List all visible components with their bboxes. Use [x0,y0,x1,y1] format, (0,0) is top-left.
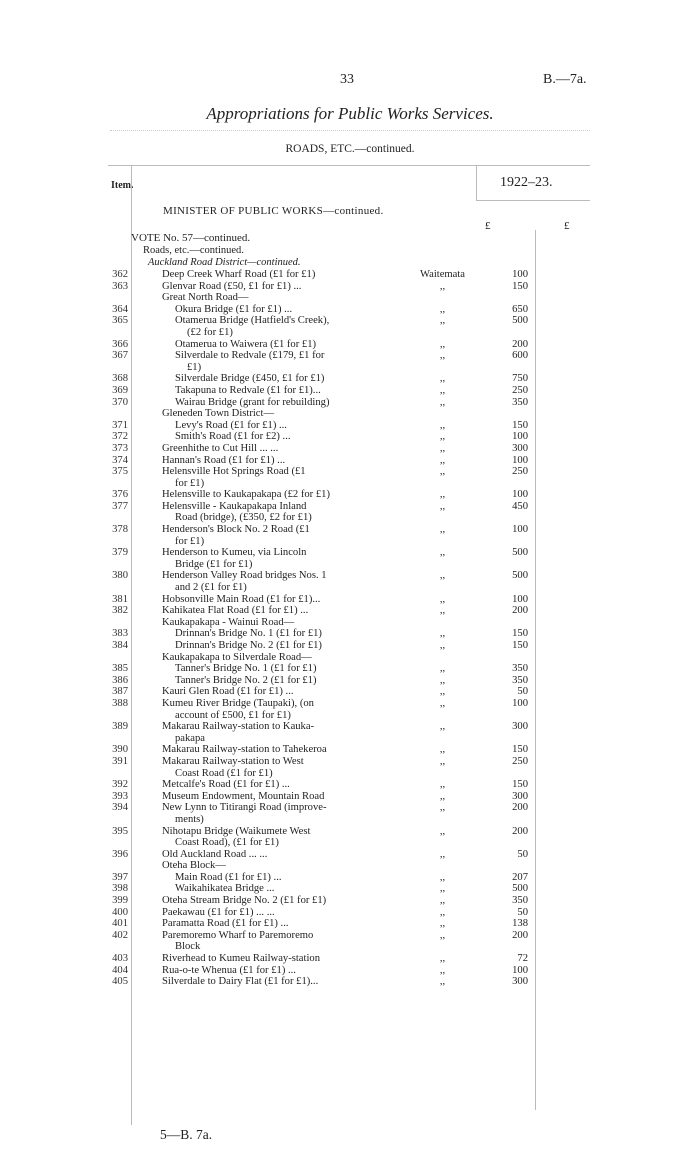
item-description: Smith's Road (£1 for £2) ... [175,431,291,443]
item-number: 369 [112,384,128,396]
item-description: Paremoremo Wharf to Paremoremo [162,929,314,941]
item-number: 399 [112,895,128,907]
table-row [0,512,700,524]
item-district: ,, [439,744,446,756]
table-row [0,489,700,501]
item-number: 402 [112,929,128,941]
item-description: Helensville Hot Springs Road (£1 [162,466,306,478]
item-description: Rua-o-te Whenua (£1 for £1) ... [162,964,296,976]
item-amount: 450 [512,500,528,512]
item-description: Wairau Bridge (grant for rebuilding) [175,396,330,408]
item-description: Metcalfe's Road (£1 for £1) ... [162,779,290,791]
roads-heading: Roads, etc.—continued. [143,245,244,256]
item-amount: 300 [512,721,528,733]
item-district: ,, [439,315,446,327]
item-amount: 138 [512,918,528,930]
table-row [0,570,700,582]
item-description: Makarau Railway-station to West [162,755,304,767]
table-row [0,953,700,965]
item-district: ,, [439,721,446,733]
table-row [0,895,700,907]
item-district: ,, [439,779,446,791]
item-number: 362 [112,269,128,280]
item-district: ,, [439,373,446,385]
item-description: Coast Road), (£1 for £1) [175,837,279,849]
item-amount: 250 [512,384,528,396]
item-number: 386 [112,674,128,686]
item-district: ,, [439,303,446,315]
item-district: ,, [439,466,446,478]
item-description: Silverdale Bridge (£450, £1 for £1) [175,373,325,385]
item-district: ,, [439,431,446,443]
item-number: 370 [112,396,128,408]
item-description: Oteha Block— [162,860,226,872]
item-amount: 150 [512,744,528,756]
item-district: ,, [439,489,446,501]
item-number: 376 [112,489,128,501]
item-description: Henderson Valley Road bridges Nos. 1 [162,570,327,582]
table-row [0,976,700,988]
title-rule [110,130,590,131]
item-district: ,, [439,755,446,767]
item-description: Henderson to Kumeu, via Lincoln [162,547,307,559]
item-column-header: Item. [111,180,134,191]
table-row [0,431,700,443]
item-number: 364 [112,303,128,315]
table-row [0,860,700,872]
item-amount: 150 [512,779,528,791]
item-amount: 150 [512,628,528,640]
item-number: 404 [112,964,128,976]
item-district: ,, [439,524,446,536]
item-amount: 750 [512,373,528,385]
table-row [0,779,700,791]
item-description: Hannan's Road (£1 for £1) ... [162,454,286,466]
item-number: 391 [112,755,128,767]
item-district: ,, [439,280,446,292]
table-row [0,733,700,745]
item-district: ,, [439,686,446,698]
item-description: Makarau Railway-station to Tahekeroa [162,744,327,756]
table-row [0,756,700,768]
item-description: for £1) [175,535,205,547]
item-number: 374 [112,454,128,466]
item-description: Road (bridge), (£350, £2 for £1) [175,512,312,524]
item-number: 365 [112,315,128,327]
item-description: Kumeu River Bridge (Taupaki), (on [162,697,314,709]
year-column-header: 1922–23. [500,175,553,190]
district-heading: Auckland Road District—continued. [148,257,301,268]
item-amount: 350 [512,663,528,675]
item-description: account of £500, £1 for £1) [175,709,291,721]
table-row [0,686,700,698]
item-district: ,, [439,976,446,988]
item-district: ,, [439,500,446,512]
item-number: 387 [112,686,128,698]
item-description: Paramatta Road (£1 for £1) ... [162,918,289,930]
item-district: ,, [439,384,446,396]
item-description: Tanner's Bridge No. 2 (£1 for £1) [175,674,317,686]
table-row [0,941,700,953]
table-row [0,744,700,756]
table-row [0,582,700,594]
item-description: Helensville to Kaukapakapa (£2 for £1) [162,489,330,501]
item-description: Museum Endowment, Mountain Road [162,790,325,802]
item-amount: 100 [512,489,528,501]
signature-footer: 5—B. 7a. [160,1127,213,1142]
page-title: Appropriations for Public Works Services. [206,104,494,123]
item-number: 396 [112,848,128,860]
item-number: 373 [112,442,128,454]
item-description: Otamerua to Waiwera (£1 for £1) [175,338,317,350]
item-description: Waikahikatea Bridge ... [175,883,275,895]
item-description: Kauri Glen Road (£1 for £1) ... [162,686,294,698]
table-row [0,710,700,722]
item-number: 400 [112,906,128,918]
table-row [0,327,700,339]
table-row [0,466,700,478]
item-amount: 200 [512,929,528,941]
item-number: 382 [112,605,128,617]
currency-header-left: £ [485,220,491,232]
table-row [0,362,700,374]
item-amount: 650 [512,303,528,315]
item-amount: 100 [512,697,528,709]
item-number: 381 [112,593,128,605]
table-row [0,536,700,548]
item-description: ments) [175,813,204,825]
item-description: Bridge (£1 for £1) [175,558,253,570]
item-number: 379 [112,547,128,559]
item-amount: 500 [512,883,528,895]
item-district: ,, [439,953,446,965]
item-amount: 50 [517,686,528,698]
item-description: Levy's Road (£1 for £1) ... [175,419,287,431]
item-number: 405 [112,976,128,988]
item-amount: 350 [512,674,528,686]
item-amount: 100 [512,269,528,280]
item-description: Riverhead to Kumeu Railway-station [162,953,320,965]
table-row [0,524,700,536]
item-number: 384 [112,640,128,651]
item-amount: 100 [512,593,528,605]
item-district: ,, [439,895,446,907]
item-description: (£2 for £1) [187,326,233,338]
table-row [0,408,700,420]
item-number: 368 [112,373,128,385]
table-row [0,443,700,455]
item-description: pakapa [175,732,205,744]
table-row [0,918,700,930]
table-row [0,652,700,664]
item-amount: 300 [512,442,528,454]
item-description: Otamerua Bridge (Hatfield's Creek), [175,315,330,327]
item-description: Nihotapu Bridge (Waikumete West [162,825,311,837]
item-amount: 300 [512,790,528,802]
item-district: ,, [439,454,446,466]
table-row [0,559,700,571]
table-row [0,837,700,849]
item-amount: 250 [512,755,528,767]
item-district: ,, [439,350,446,362]
item-number: 377 [112,500,128,512]
item-amount: 200 [512,825,528,837]
item-amount: 50 [517,906,528,918]
table-row [0,350,700,362]
item-description: for £1) [175,477,205,489]
item-description: Kaukapakapa to Silverdale Road— [162,651,312,663]
item-description: Block [175,941,201,953]
item-number: 367 [112,350,128,362]
table-row [0,663,700,675]
item-district: ,, [439,674,446,686]
item-district: ,, [439,442,446,454]
item-amount: 100 [512,964,528,976]
table-row [0,802,700,814]
item-description: £1) [187,361,202,373]
table-row [0,883,700,895]
item-amount: 600 [512,350,528,362]
item-district: ,, [439,906,446,918]
table-row [0,872,700,884]
item-amount: 300 [512,976,528,988]
item-number: 395 [112,825,128,837]
currency-header-right: £ [564,220,570,232]
item-number: 401 [112,918,128,930]
item-number: 392 [112,779,128,791]
item-district: ,, [439,640,446,651]
item-district: ,, [439,929,446,941]
item-number: 378 [112,524,128,536]
item-amount: 150 [512,280,528,292]
table-row [0,791,700,803]
section-subtitle: ROADS, ETC.—continued. [285,143,415,155]
item-number: 372 [112,431,128,443]
table-row [0,304,700,316]
item-district: ,, [439,628,446,640]
item-number: 385 [112,663,128,675]
table-row [0,373,700,385]
item-amount: 150 [512,419,528,431]
item-amount: 350 [512,895,528,907]
table-row [0,605,700,617]
table-row [0,628,700,640]
item-number: 403 [112,953,128,965]
page-number: 33 [340,72,354,87]
item-amount: 50 [517,848,528,860]
table-row [0,269,700,281]
item-description: Hobsonville Main Road (£1 for £1)... [162,593,321,605]
item-district: ,, [439,802,446,814]
item-number: 389 [112,721,128,733]
item-amount: 500 [512,547,528,559]
year-column-divider [476,165,477,200]
item-district: ,, [439,964,446,976]
item-district: ,, [439,918,446,930]
table-row [0,478,700,490]
item-description: Okura Bridge (£1 for £1) ... [175,303,293,315]
item-description: Greenhithe to Cut Hill ... ... [162,442,279,454]
item-district: ,, [439,396,446,408]
item-description: Old Auckland Road ... ... [162,848,268,860]
item-description: Takapuna to Redvale (£1 for £1)... [175,384,321,396]
item-number: 375 [112,466,128,478]
table-row [0,930,700,942]
item-description: Deep Creek Wharf Road (£1 for £1) [162,269,316,280]
table-row [0,397,700,409]
item-description: Main Road (£1 for £1) ... [175,871,282,883]
vote-heading: VOTE No. 57—continued. [131,232,251,244]
item-district: ,, [439,570,446,582]
item-amount: 200 [512,605,528,617]
item-number: 390 [112,744,128,756]
item-description: Great North Road— [162,292,249,304]
item-description: Silverdale to Dairy Flat (£1 for £1)... [162,976,319,988]
item-district: ,, [439,605,446,617]
item-description: Silverdale to Redvale (£179, £1 for [175,350,325,362]
table-row [0,292,700,304]
item-description: Drinnan's Bridge No. 2 (£1 for £1) [175,640,322,651]
item-amount: 350 [512,396,528,408]
item-number: 383 [112,628,128,640]
item-district: ,, [439,790,446,802]
item-description: Henderson's Block No. 2 Road (£1 [162,524,310,536]
item-amount: 500 [512,315,528,327]
item-description: Helensville - Kaukapakapa Inland [162,500,307,512]
table-top-rule [108,165,590,166]
item-number: 393 [112,790,128,802]
item-amount: 200 [512,338,528,350]
table-row [0,826,700,838]
item-description: Gleneden Town District— [162,408,275,420]
item-description: New Lynn to Titirangi Road (improve- [162,802,327,814]
item-district: ,, [439,338,446,350]
item-description: and 2 (£1 for £1) [175,582,247,594]
item-district: ,, [439,871,446,883]
table-row [0,617,700,629]
item-amount: 72 [517,953,528,965]
item-amount: 150 [512,640,528,651]
item-district: ,, [439,419,446,431]
table-row [0,455,700,467]
item-amount: 207 [512,871,528,883]
table-row [0,849,700,861]
table-row [0,814,700,826]
item-description: Drinnan's Bridge No. 1 (£1 for £1) [175,628,322,640]
item-district: ,, [439,825,446,837]
item-description: Paekawau (£1 for £1) ... ... [162,906,275,918]
item-description: Kahikatea Flat Road (£1 for £1) ... [162,605,309,617]
item-description: Coast Road (£1 for £1) [175,767,273,779]
item-number: 397 [112,871,128,883]
document-reference: B.—7a. [543,72,587,87]
item-description: Glenvar Road (£50, £1 for £1) ... [162,280,302,292]
item-district: ,, [439,848,446,860]
item-number: 380 [112,570,128,582]
item-amount: 250 [512,466,528,478]
item-district: ,, [439,547,446,559]
table-row [0,547,700,559]
table-row [0,907,700,919]
item-amount: 200 [512,802,528,814]
item-number: 366 [112,338,128,350]
item-amount: 100 [512,431,528,443]
minister-heading: MINISTER OF PUBLIC WORKS—continued. [163,205,384,217]
item-amount: 100 [512,524,528,536]
item-district: ,, [439,883,446,895]
table-row [0,640,700,652]
table-row [0,339,700,351]
table-row [0,675,700,687]
item-number: 371 [112,419,128,431]
item-district: ,, [439,697,446,709]
table-row [0,965,700,977]
item-description: Makarau Railway-station to Kauka- [162,721,315,733]
year-header-rule [476,200,590,201]
table-row [0,698,700,710]
table-row [0,721,700,733]
table-row [0,385,700,397]
item-description: Kaukapakapa - Wainui Road— [162,616,295,628]
item-description: Oteha Stream Bridge No. 2 (£1 for £1) [162,895,327,907]
item-number: 388 [112,697,128,709]
item-district: ,, [439,593,446,605]
item-district: Waitemata [419,269,466,280]
item-amount: 500 [512,570,528,582]
table-row [0,501,700,513]
item-amount: 100 [512,454,528,466]
item-number: 363 [112,280,128,292]
table-row [0,420,700,432]
table-row [0,768,700,780]
item-district: ,, [439,663,446,675]
table-row [0,594,700,606]
item-number: 398 [112,883,128,895]
appropriation-table [0,269,700,988]
table-row [0,281,700,293]
item-number: 394 [112,802,128,814]
table-row [0,315,700,327]
item-description: Tanner's Bridge No. 1 (£1 for £1) [175,663,317,675]
